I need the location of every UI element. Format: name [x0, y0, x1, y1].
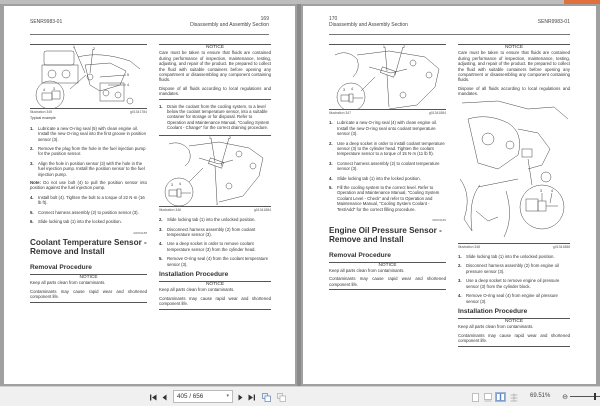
- two-page-continuous-button[interactable]: [509, 392, 518, 402]
- figure-subcaption: Typical example: [30, 116, 56, 121]
- step: [159, 256, 271, 267]
- figure-caption: [30, 109, 147, 115]
- page-number-value: 405 / 656: [177, 393, 204, 400]
- notice-text: Care must be taken to ensure that fluids are contained during performance of inspection, maintenance, testing, adjusting, and repair of the product. Be prepared to collect the fluid with suitable containers before opening any compartment or disassembling any component containing fluids.: [159, 50, 271, 83]
- step-number: 2.: [159, 217, 163, 223]
- step-text: Use a deep socket in order to remove coolant temperature sensor (3) from the cylinder head.: [167, 241, 256, 252]
- step: [458, 278, 570, 289]
- step-number: 1.: [458, 254, 462, 260]
- note-label: Note:: [30, 180, 41, 186]
- previous-page-button[interactable]: [161, 392, 168, 402]
- illustration-code: g01341884: [429, 111, 446, 115]
- notice-text: Dispose of all fluids according to local regulations and mandates.: [159, 85, 271, 97]
- svg-text:3: 3: [53, 87, 55, 91]
- page-gutter: [297, 4, 301, 386]
- step-text: Use a deep socket in order to install coolant temperature sensor (3) to the cylinder head. Tighten the coolant temperature sensor to a torque of 15 N·m (11 lb ft).: [337, 140, 445, 157]
- svg-text:2: 2: [93, 47, 95, 51]
- notice-title: NOTICE: [205, 281, 225, 287]
- step-text: Slide locking tab (1) into the locked position.: [38, 219, 122, 225]
- notice-text: Contaminants may cause rapid wear and shortened component life.: [329, 276, 446, 287]
- step: [30, 210, 147, 215]
- step-text: Connect harness assembly (2) to position sensor (3).: [38, 209, 139, 215]
- continuous-view-button[interactable]: [483, 392, 492, 402]
- step: [30, 219, 147, 224]
- step-number: 4.: [458, 293, 462, 299]
- svg-text:4: 4: [127, 83, 129, 87]
- engine-diagram-image: [30, 45, 147, 108]
- step: [30, 146, 147, 157]
- callout: 1: [73, 45, 75, 49]
- step: [329, 176, 446, 181]
- note-text: Do not use bolt (4) to pull the position sensor into position against the fuel injection pump.: [30, 180, 147, 191]
- document-page-169: [4, 6, 295, 384]
- step: [30, 161, 147, 177]
- step-text: Disconnect harness assembly (2) from coolant temperature sensor (3).: [167, 226, 256, 237]
- notice-text: Contaminants may cause rapid wear and shortened component life.: [30, 288, 147, 300]
- next-view-button[interactable]: [276, 392, 286, 402]
- svg-text:3: 3: [540, 188, 542, 193]
- section-name: Disassembly and Assembly Section: [190, 22, 269, 28]
- facing-pages-icon: [496, 393, 505, 401]
- previous-view-icon: [262, 393, 271, 402]
- section-name: Disassembly and Assembly Section: [329, 22, 408, 28]
- page-header-right: [190, 16, 269, 28]
- step-number: 1.: [159, 103, 163, 109]
- document-page-170: [303, 6, 596, 384]
- divider: [159, 99, 271, 100]
- next-view-icon: [277, 393, 286, 402]
- step: [329, 185, 446, 212]
- step-text: Lubricate a new O-ring seal (5) with clean engine oil. Install the new O-ring seal into the first groove in position sensor (3).: [38, 125, 146, 142]
- divider: [329, 289, 446, 290]
- zoom-slider-thumb[interactable]: [594, 393, 596, 400]
- step: [329, 161, 446, 172]
- notice-text: Care must be taken to ensure that fluids are contained during performance of inspection, maintenance, testing, adjusting, and repair of the product. Be prepared to collect the fluid with suitable containers before opening any compartment or disassembling any component containing fluids.: [458, 50, 570, 83]
- illustration-label: Illustration 347: [329, 111, 352, 115]
- notice-text: Dispose of all fluids according to local regulations and mandates.: [458, 85, 570, 97]
- last-page-button[interactable]: [247, 392, 255, 402]
- step: [30, 195, 147, 206]
- step: [159, 217, 271, 222]
- section-title: Coolant Temperature Sensor - Remove and Install: [30, 237, 147, 256]
- step: [30, 126, 147, 142]
- next-page-icon: [238, 394, 243, 401]
- svg-text:4: 4: [43, 88, 45, 92]
- step-number: 1.: [329, 120, 333, 126]
- svg-text:3: 3: [171, 182, 173, 187]
- step-text: Disconnect harness assembly (2) from engine oil pressure sensor (3).: [466, 263, 559, 274]
- notice-text: Keep all parts clean from contaminants.: [30, 280, 106, 286]
- step: [458, 293, 570, 304]
- step-text: Drain the coolant from the cooling system, to a level below the coolant temperature sensor, into a suitable container for storage or for disposal. Refer to Operation and Maintenance Manual, "Cooling System Coolant - Change" for the correct draining procedure.: [167, 103, 270, 131]
- step-text: Slide locking tab (1) into the locked position.: [337, 175, 421, 181]
- step-text: Remove O-ring seal (4) from the coolant temperature sensor (3).: [167, 256, 269, 267]
- figure-caption: [159, 207, 271, 213]
- svg-text:2: 2: [229, 135, 231, 140]
- single-page-view-button[interactable]: [471, 392, 480, 402]
- zoom-level[interactable]: 69.51%: [530, 393, 551, 399]
- notice-title: NOTICE: [79, 274, 98, 280]
- step-number: 5.: [30, 209, 34, 215]
- svg-text:4: 4: [179, 181, 181, 186]
- step-text: Lubricate a new O-ring seal (4) with clean engine oil. Install the new O-ring seal onto coolant temperature sensor (3).: [337, 120, 438, 137]
- notice-text: Contaminants may cause rapid wear and shortened component life.: [458, 332, 570, 344]
- notice-text: Keep all parts clean from contaminants.: [329, 267, 405, 273]
- left-column: [329, 44, 446, 290]
- step-number: 3.: [30, 160, 34, 166]
- illustration-label: Illustration 345: [30, 110, 53, 114]
- section-tag: i02831189: [432, 218, 446, 223]
- right-column: [159, 44, 271, 310]
- page-number: 169: [260, 16, 269, 22]
- page-header-left: [329, 16, 408, 28]
- page-header: [30, 16, 269, 35]
- previous-view-button[interactable]: [261, 392, 271, 402]
- removal-heading: Removal Procedure: [30, 263, 92, 271]
- notice-title: NOTICE: [504, 45, 524, 50]
- engine-diagram-image: [159, 136, 271, 206]
- status-bar: [0, 386, 600, 406]
- section-title: Engine Oil Pressure Sensor - Remove and Install: [329, 225, 442, 244]
- figure-caption: [329, 110, 446, 116]
- step-number: 4.: [329, 175, 333, 181]
- step-number: 5.: [159, 256, 163, 262]
- illustration-code: g01341884: [254, 207, 271, 212]
- chevron-down-icon[interactable]: ▾: [226, 393, 229, 399]
- step-number: 2.: [30, 146, 34, 152]
- note: [30, 180, 147, 191]
- svg-text:1: 1: [209, 135, 211, 140]
- divider: [159, 309, 271, 310]
- step-text: Remove O-ring seal (4) from engine oil pressure sensor (3).: [466, 293, 558, 304]
- left-column: [30, 44, 147, 303]
- step: [329, 120, 446, 136]
- step-number: 2.: [329, 140, 333, 146]
- step: [159, 241, 271, 252]
- prev-page-icon: [162, 394, 167, 401]
- first-page-icon: [150, 394, 157, 401]
- last-page-icon: [248, 394, 255, 401]
- step-number: 1.: [30, 125, 34, 131]
- step-number: 4.: [159, 241, 163, 247]
- step-number: 4.: [30, 194, 34, 200]
- zoom-out-button[interactable]: [561, 392, 569, 402]
- illustration-code: g01341784: [130, 110, 147, 114]
- section-tag: i02831188: [133, 230, 147, 235]
- step-text: Use a deep socket to remove engine oil pressure sensor (3) from the cylinder block.: [466, 278, 560, 289]
- illustration-label: Illustration 348: [458, 244, 481, 249]
- step: [458, 263, 570, 274]
- installation-heading: Installation Procedure: [159, 270, 229, 278]
- step-text: Connect harness assembly (2) to coolant temperature sensor (3).: [337, 160, 440, 172]
- step-number: 6.: [30, 219, 34, 225]
- step-text: Slide locking tab (1) into the unlocked position.: [167, 217, 256, 223]
- zoom-out-icon: ⊖: [562, 394, 568, 401]
- single-page-icon: [472, 393, 479, 402]
- notice-text: Contaminants may cause rapid wear and shortened component life.: [159, 295, 271, 307]
- continuous-page-icon: [484, 393, 492, 402]
- svg-text:1: 1: [383, 45, 385, 49]
- step-number: 2.: [458, 263, 462, 269]
- step: [458, 254, 570, 259]
- page-number-input[interactable]: [173, 390, 233, 403]
- zoom-slider[interactable]: [570, 396, 600, 397]
- first-page-button[interactable]: [149, 392, 157, 402]
- illustration-347: [329, 45, 446, 109]
- page-number: 170: [329, 16, 338, 22]
- illustration-label: Illustration 346: [159, 207, 182, 212]
- step-text: Install bolt (4). Tighten the bolt to a torque of 22 N·m (16 lb ft).: [38, 194, 145, 206]
- svg-text:4: 4: [351, 87, 353, 91]
- step-number: 3.: [159, 226, 163, 232]
- divider: [458, 346, 570, 347]
- engine-diagram-image: [329, 45, 446, 109]
- doc-id: SENR9983-01: [537, 19, 570, 25]
- two-page-view-button[interactable]: [495, 392, 506, 402]
- step-number: 3.: [458, 278, 462, 284]
- step-text: Slide locking tab (1) into the unlocked position.: [466, 254, 555, 260]
- step: [159, 104, 271, 131]
- step-text: Align the hole in position sensor (3) with the hole in the fuel injection pump. Install the position sensor to the fuel injection pump.: [38, 160, 145, 177]
- illustration-348: [458, 99, 570, 243]
- figure-caption: [458, 244, 570, 250]
- removal-heading: Removal Procedure: [329, 251, 391, 259]
- notice-title: NOTICE: [205, 45, 225, 50]
- installation-heading: Installation Procedure: [458, 307, 528, 315]
- next-page-button[interactable]: [237, 392, 244, 402]
- svg-text:3: 3: [216, 201, 218, 206]
- svg-text:4: 4: [551, 188, 553, 193]
- illustration-code: g01341886: [553, 244, 570, 249]
- svg-text:3: 3: [343, 88, 345, 92]
- illustration-345: [30, 45, 147, 108]
- step-text: Fill the cooling system to the correct level. Refer to Operation and Maintenance Manual, "Cooling System Coolant Level - Check" and refer to Operation and Maintenance Manual, "Cooling System Coolant - Test/Add" for the correct filling procedure.: [337, 185, 440, 212]
- step-number: 5.: [329, 185, 333, 191]
- two-page-scroll-icon: [510, 393, 518, 402]
- page-header: [329, 16, 570, 35]
- svg-text:5: 5: [127, 73, 129, 77]
- notice-title: NOTICE: [504, 318, 524, 324]
- svg-text:2: 2: [403, 45, 405, 49]
- step-text: Remove the plug from the hole in the fuel injection pump for the position sensor.: [38, 146, 146, 157]
- notice-title: NOTICE: [378, 262, 397, 268]
- divider: [30, 302, 147, 303]
- step: [159, 227, 271, 238]
- step-number: 3.: [329, 160, 333, 166]
- engine-diagram-image: [458, 99, 570, 243]
- right-column: [458, 44, 570, 347]
- accent-tab: [564, 0, 600, 4]
- notice-text: Keep all parts clean from contaminants.: [159, 287, 235, 293]
- illustration-346: [159, 136, 271, 206]
- doc-id: SENR9983-01: [30, 19, 63, 25]
- notice-text: Keep all parts clean from contaminants.: [458, 324, 534, 330]
- step: [329, 141, 446, 157]
